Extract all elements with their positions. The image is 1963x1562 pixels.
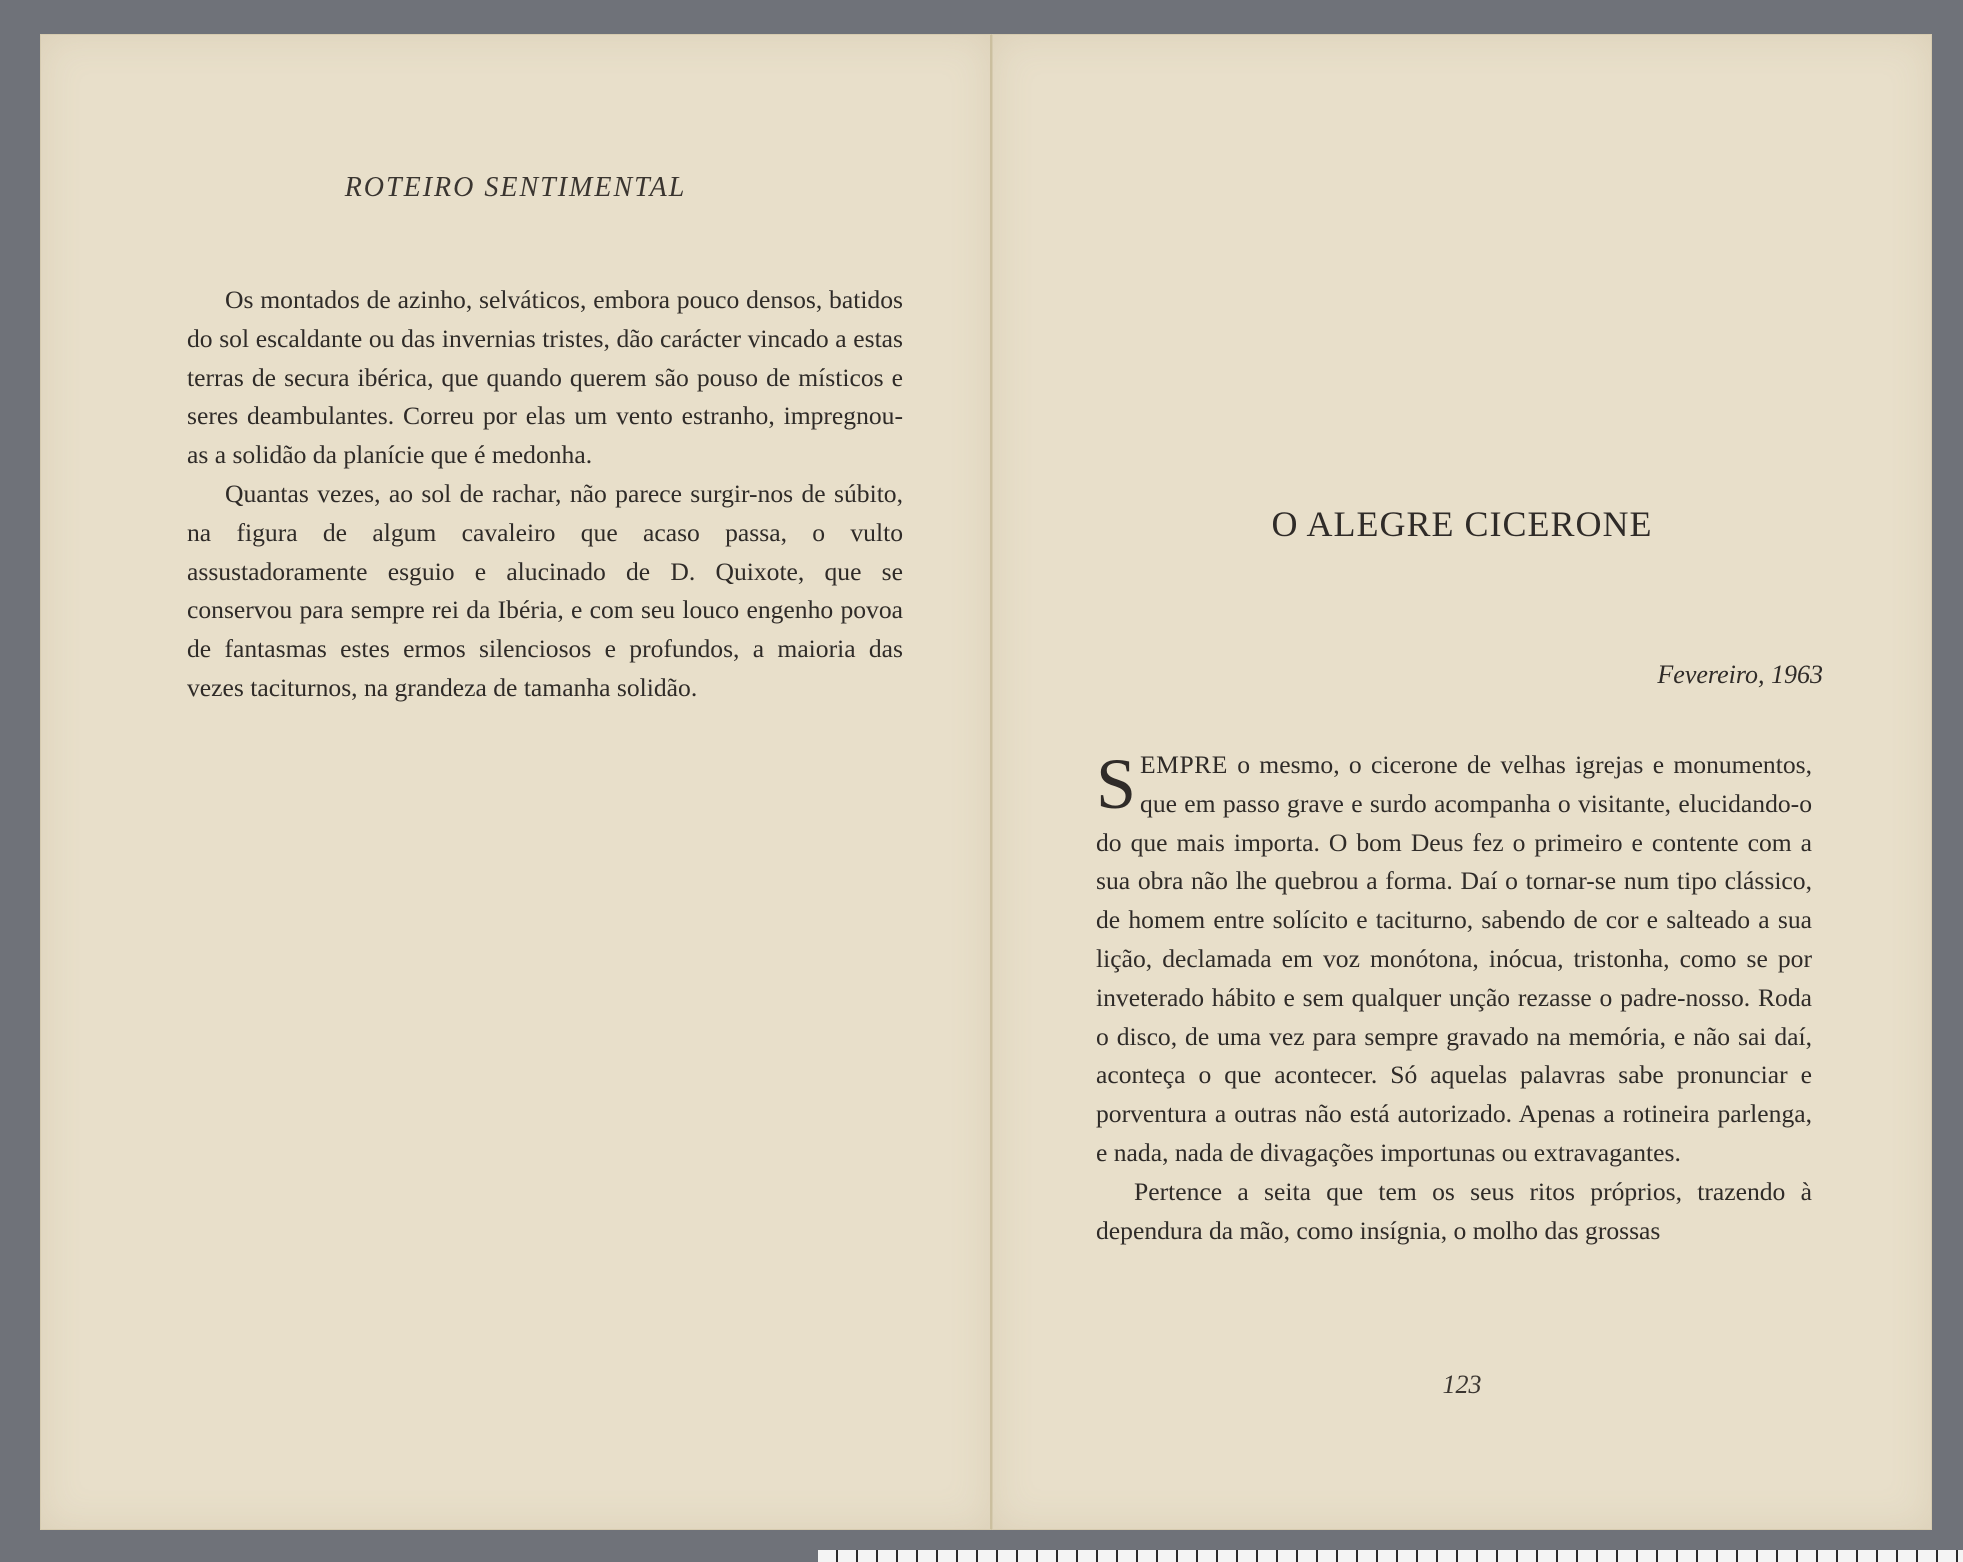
right-page-body xyxy=(1096,746,1812,1250)
chapter-title: O ALEGRE CICERONE xyxy=(1271,504,1653,544)
paragraph: Pertence a seita que tem os seus ritos próprios, trazendo à dependura da mão, como insígnia, o molho das grossas xyxy=(1096,1176,1812,1245)
right-page xyxy=(992,34,1932,1530)
opening-caps: EMPRE xyxy=(1140,750,1228,779)
paragraph: Quantas vezes, ao sol de rachar, não parece surgir-nos de súbito, na figura de algum cavaleiro que acaso passa, o vulto assustadoramente esguio e alucinado de D. Quixote, que se conservou para sempre rei da Ibéria, e com seu louco engenho povoa de fantasmas estes ermos silenciosos e profundos, a maioria das vezes taciturnos, na grandeza de tamanha solidão. xyxy=(187,478,903,702)
paragraph: Os montados de azinho, selváticos, embora pouco densos, batidos do sol escaldante ou das invernias tristes, dão carácter vincado a estas terras de secura ibérica, que quando querem são pouso de místicos e seres deambulantes. Correu por elas um vento estranho, impregnou-as a solidão da planície que é medonha. xyxy=(187,285,903,470)
paragraph-text: o mesmo, o cicerone de velhas igrejas e monumentos, que em passo grave e surdo acompanha o visitante, elucidando-o do que mais importa. O bom Deus fez o primeiro e contente com a sua obra não lhe quebrou a forma. Daí o tornar-se num tipo clássico, de homem entre solícito e taciturno, sabendo de cor e salteado a sua lição, declamada em voz monótona, inócua, tristonha, como se por inveterado hábito e sem qualquer unção rezasse o padre-nosso. Roda o disco, de uma vez para sempre gravado na memória, e não sai daí, aconteça o que acontecer. Só aquelas palavras sabe pronunciar e porventura a outras não está autorizado. Apenas a rotineira parlenga, e nada, nada de divagações importunas ou extravagantes. xyxy=(1096,750,1812,1167)
drop-cap: S xyxy=(1096,744,1137,824)
running-head: ROTEIRO SENTIMENTAL xyxy=(344,172,687,203)
scale-ruler xyxy=(818,1550,1963,1562)
dateline: Fevereiro, 1963 xyxy=(1657,660,1823,689)
left-page xyxy=(40,34,992,1530)
page-number: 123 xyxy=(1442,1370,1482,1399)
opening-paragraph xyxy=(1096,746,1812,1173)
left-page-body xyxy=(187,281,903,708)
